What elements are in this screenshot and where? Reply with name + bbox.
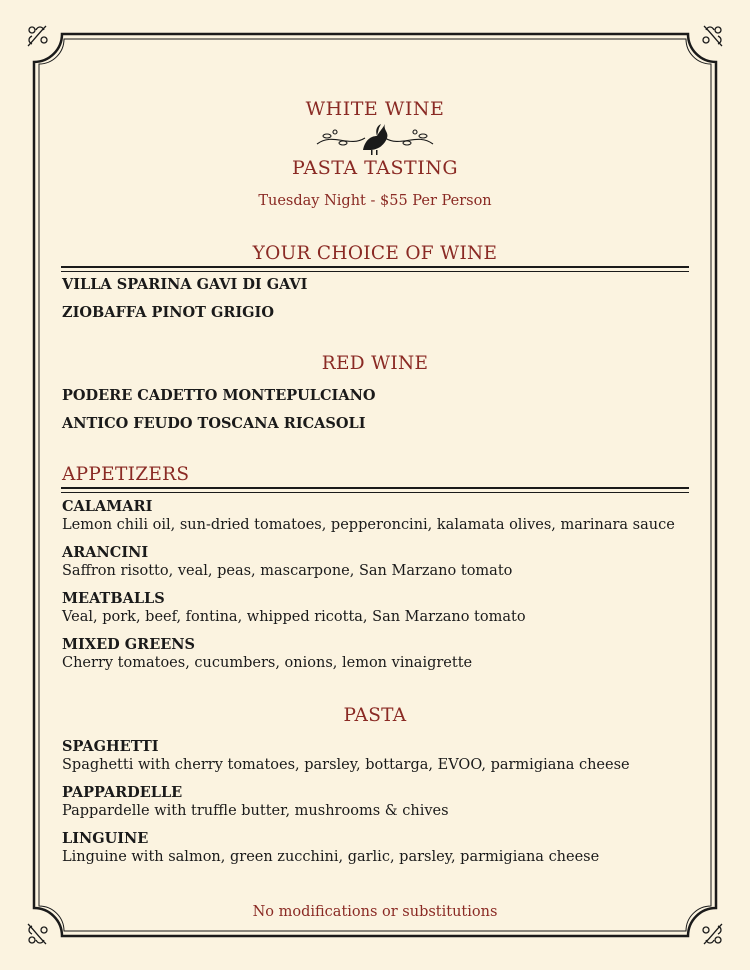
- menu-title-line1: WHITE WINE: [305, 98, 445, 120]
- menu-item-desc: Linguine with salmon, green zucchini, garlic, parsley, parmigiana cheese: [62, 849, 600, 865]
- menu-item-name: LINGUINE: [62, 830, 149, 847]
- menu-item-name: SPAGHETTI: [62, 738, 159, 755]
- menu-item-name: PAPPARDELLE: [62, 784, 183, 801]
- menu-item-desc: Veal, pork, beef, fontina, whipped ricotta, San Marzano tomato: [62, 609, 526, 625]
- section-heading-red-wine: RED WINE: [321, 353, 429, 374]
- menu-item-desc: Lemon chili oil, sun-dried tomatoes, pepperoncini, kalamata olives, marinara sauce: [62, 517, 675, 533]
- section-heading-white-wine: YOUR CHOICE OF WINE: [252, 243, 498, 264]
- section-heading-appetizers: APPETIZERS: [62, 464, 190, 485]
- floral-corner-icon: [24, 22, 52, 50]
- menu-item-desc: Cherry tomatoes, cucumbers, onions, lemon vinaigrette: [62, 655, 473, 671]
- floral-corner-icon: [698, 22, 726, 50]
- rooster-vine-icon: [313, 118, 437, 156]
- menu-item-name: ARANCINI: [62, 544, 149, 561]
- menu-item-desc: Saffron risotto, veal, peas, mascarpone, San Marzano tomato: [62, 563, 513, 579]
- wine-item: VILLA SPARINA GAVI DI GAVI: [62, 276, 308, 293]
- section-heading-pasta: PASTA: [343, 705, 407, 726]
- wine-item: ANTICO FEUDO TOSCANA RICASOLI: [62, 415, 366, 432]
- menu-item-name: MEATBALLS: [62, 590, 165, 607]
- floral-corner-icon: [698, 920, 726, 948]
- menu-item-desc: Spaghetti with cherry tomatoes, parsley, bottarga, EVOO, parmigiana cheese: [62, 757, 630, 773]
- footer-note: No modifications or substitutions: [252, 904, 498, 920]
- floral-corner-icon: [24, 920, 52, 948]
- wine-item: PODERE CADETTO MONTEPULCIANO: [62, 387, 376, 404]
- section-divider: [61, 266, 689, 272]
- menu-item-desc: Pappardelle with truffle butter, mushrooms & chives: [62, 803, 449, 819]
- menu-title-line2: PASTA TASTING: [291, 157, 459, 179]
- section-divider: [61, 487, 689, 493]
- menu-item-name: MIXED GREENS: [62, 636, 196, 653]
- wine-item: ZIOBAFFA PINOT GRIGIO: [62, 304, 274, 321]
- menu-subtitle: Tuesday Night - $55 Per Person: [258, 193, 492, 209]
- menu-item-name: CALAMARI: [62, 498, 153, 515]
